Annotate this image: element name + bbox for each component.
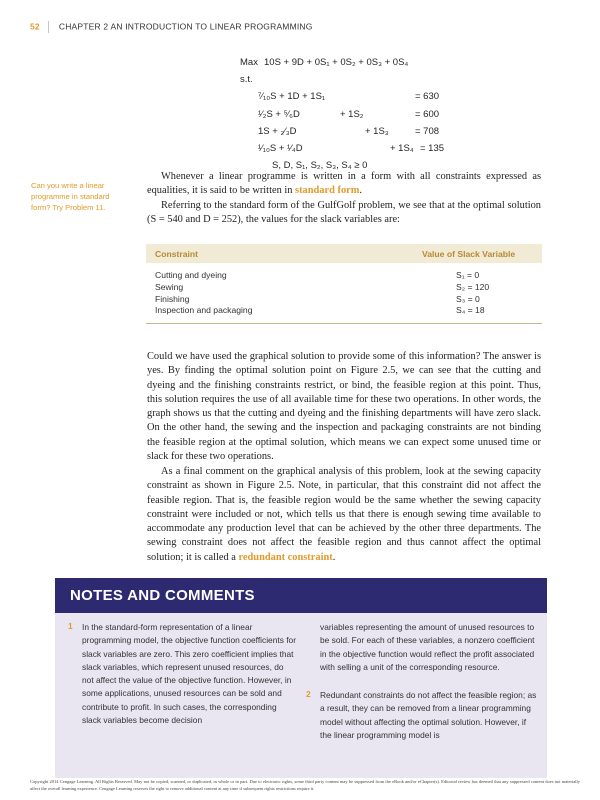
copyright-footer: Copyright 2014 Cengage Learning. All Rights Reserved. May not be copied, scanned, or duplicated, in whole or in part. Due to electronic rights, some third party content may be suppressed from the eBook and/or eChapter(s). Editorial review has deemed that any suppressed content does not materially affect the overall learning experience. Cengage Learning reserves the right to remove additional content at any time if subsequent rights restrictions require it. [30,779,580,791]
constraint-slack: + 1S₄ [390,142,414,154]
table-row [146,282,542,294]
paragraph-redundant-constraint [147,465,541,565]
margin-note: Can you write a linear programme in standard form? Try Problem 11. [31,181,110,212]
cell-constraint: Inspection and packaging [155,305,253,316]
note-number: 1 [68,621,73,631]
cell-constraint: Sewing [155,281,184,292]
constraint-lhs: 1S + ₂⁄₃D [258,125,297,137]
cell-constraint: Finishing [155,293,190,304]
cell-constraint: Cutting and dyeing [155,270,227,280]
table-row [146,270,542,282]
table-row [146,294,542,306]
nonnegativity-constraint: S, D, S₁, S₂, S₃, S₄ ≥ 0 [272,160,368,172]
column-header-constraint: Constraint [155,249,198,259]
chapter-title: CHAPTER 2 AN INTRODUCTION TO LINEAR PROGRAMMING [58,21,313,32]
key-term-redundant-constraint: redundant constraint [238,551,333,563]
key-term-standard-form: standard form [295,185,360,197]
cell-value: S₄ = 18 [456,305,485,316]
notes-title-bar [55,578,547,613]
paragraph-graphical-analysis: Could we have used the graphical solution to provide some of this information? The answer is yes. By finding the optimal solution point on Figure 2.5, we can see that the cutting and dyeing and the finishing constraints restrict, or bind, the feasible region at this point. Thus, this solution requires the use of all available time for these two operations. In other words, the graph shows us that the cutting and dyeing and the finishing departments will have zero slack. On the other hand, the sewing and the inspection and packaging constraints are not binding the feasible region at the optimal solution, which means we can expect some unused time or slack for these two operations. [147,351,541,463]
paragraph-text: . [359,185,363,197]
note-number: 2 [306,689,311,699]
constraint-lhs: ¹⁄₁₀S + ¹⁄₄D [258,142,303,154]
notes-and-comments-box [55,578,547,778]
note-1-text: In the standard-form representation of a linear programming model, the objective function coefficients for slack variables are zero. This zero coefficient implies that slack variables, which represent unused resources, do not affect the value of the objective function. However, in some applications, unused resources can be sold and contribute to profit. In such cases, the corresponding slack variables become decision [82,622,296,726]
constraint-lhs: ⁷⁄₁₀S + 1D + 1S₁ [258,91,326,103]
objective-function: 10S + 9D + 0S₁ + 0S₂ + 0S₃ + 0S₄ [264,57,409,68]
note-1-continued: variables representing the amount of unused resources to be sold. For each of these variables, a nonzero coefficient in the objective function would reflect the profit associated with selling a unit of the corresponding resource. [320,622,535,672]
cell-value: S₃ = 0 [456,293,480,304]
column-header-slack: Value of Slack Variable [422,249,516,259]
running-header [30,21,313,33]
constraint-rhs: = 600 [415,108,440,120]
cell-value: S₂ = 120 [456,281,490,292]
subject-to-label: s.t. [240,74,253,86]
paragraph-standard-form [147,170,541,199]
notes-title: NOTES AND COMMENTS [70,587,255,604]
paragraph-slack-values: Referring to the standard form of the GulfGolf problem, we see that at the optimal solution (S = 540 and D = 252), the values for the slack variables are: [147,200,541,226]
paragraph-text: . [332,551,336,563]
constraint-rhs: = 630 [415,91,440,103]
table-body [146,263,542,324]
table-header [146,244,542,263]
paragraph-text: Whenever a linear programme is written in a form with all constraints expressed as equalities, it is said to be written in [147,171,541,197]
objective-label: Max [240,57,258,68]
constraint-lhs: ¹⁄₂S + ⁵⁄₆D [258,108,300,120]
paragraph-text: As a final comment on the graphical analysis of this problem, look at the sewing capacity constraint as shown in Figure 2.5. Note, in particular, that this constraint did not affect the feasible region. That is, the feasible region would be the same whether the sewing capacity constraint were included or not, which tells us that there is enough sewing time available to accommodate any production level that can be achieved by the other three departments. The sewing constraint does not affect the feasible region and thus cannot affect the optimal solution; it is called a [147,466,541,563]
cell-value: S₁ = 0 [456,270,480,280]
slack-table [146,244,542,324]
constraint-rhs: = 708 [415,125,440,137]
constraint-slack: + 1S₂ [340,108,364,120]
constraint-slack: + 1S₃ [365,125,389,137]
header-divider [48,21,49,33]
table-row [146,305,542,317]
constraint-rhs: = 135 [420,142,445,154]
note-2-text: Redundant constraints do not affect the feasible region; as a result, they can be removed from a linear programming model without affecting the optimal solution. However, if the linear programming model is [320,690,537,740]
page-number: 52 [30,21,40,32]
